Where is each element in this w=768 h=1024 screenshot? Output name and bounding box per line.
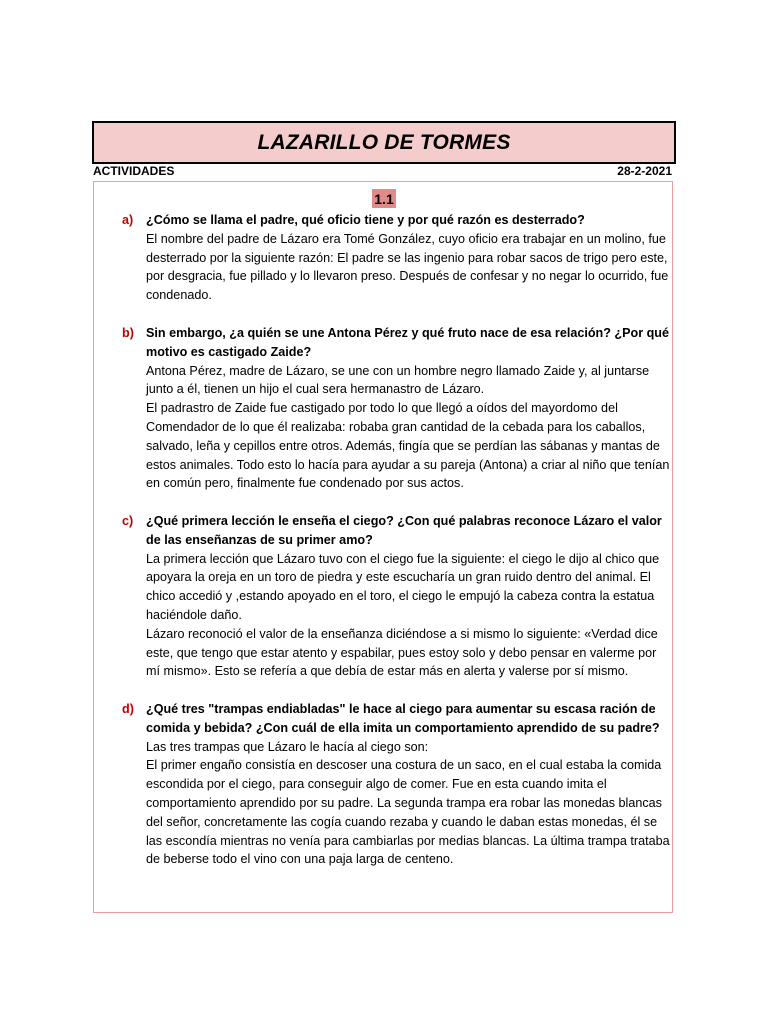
section-number: 1.1 (372, 189, 396, 208)
question-block-d (122, 700, 672, 869)
question-text: Sin embargo, ¿a quién se une Antona Pérez y qué fruto nace de esa relación? ¿Por qué motivo es castigado Zaide? (146, 326, 669, 359)
answer-paragraph: El primer engaño consistía en descoser una costura de un saco, en el cual estaba la comida escondida por el ciego, para conseguir algo de comer. Fue en esta cuando imita el comportamiento aprendido por su padre. La segunda trampa era robar las monedas blancas del señor, concretamente las cogía cuando rezaba y cuando le daban estas monedas, él se las escondía mientras no venía para cambiarlas por medias blancas. La última trampa trataba de beberse todo el vino con una paja larga de centeno. (146, 758, 670, 867)
question-letter: c) (122, 514, 134, 528)
question-text: ¿Cómo se llama el padre, qué oficio tiene y por qué razón es desterrado? (146, 213, 585, 227)
answer-paragraph: Antona Pérez, madre de Lázaro, se une con un hombre negro llamado Zaide y, al juntarse junto a él, tienen un hijo el cual sera hermanastro de Lázaro. (146, 363, 650, 397)
answer-paragraph: Las tres trampas que Lázaro le hacía al ciego son: (146, 739, 429, 754)
question-block-c (122, 512, 672, 681)
question-block-a (122, 211, 672, 305)
question-letter: d) (122, 702, 134, 716)
answer-paragraph: El padrastro de Zaide fue castigado por todo lo que llegó a oídos del mayordomo del Comendador de lo que él realizaba: robaba gran cantidad de la cebada para los caballos, salvado, leña y cepillos entre otros. Además, fingía que se perdían las sábanas y mantas de estos animales. Todo esto lo hacía para ayudar a su pareja (Antona) a criar al niño que tenían en común pero, finalmente fue condenado por sus actos. (146, 401, 670, 491)
question-text: ¿Qué primera lección le enseña el ciego? ¿Con qué palabras reconoce Lázaro el valor de las enseñanzas de su primer amo? (146, 514, 662, 547)
question-letter: b) (122, 326, 134, 340)
subheader (93, 164, 672, 178)
question-letter: a) (122, 213, 134, 227)
question-block-b (122, 324, 672, 493)
question-text: ¿Qué tres "trampas endiabladas" le hace al ciego para aumentar su escasa ración de comida y bebida? ¿Con cuál de ella imita un comportamiento aprendido de su padre? (146, 702, 660, 735)
document-date: 28-2-2021 (617, 164, 672, 178)
title-banner (92, 121, 676, 164)
answer-paragraph: El nombre del padre de Lázaro era Tomé González, cuyo oficio era trabajar en un molino, fue desterrado por la siguiente razón: El padre se las ingenio para robar sacos de trigo pero este, por desgracia, fue pillado y lo llevaron preso. Después de confesar y no negar lo ocurrido, fue condenado. (146, 231, 669, 303)
answer-paragraph: Lázaro reconoció el valor de la enseñanza diciéndose a si mismo lo siguiente: «Verdad dice este, que tengo que estar atento y espabilar, pues estoy solo y debo pensar en valerme por mí mismo». Esto se refería a que debía de estar más en alerta y valerse por sí mismo. (146, 626, 658, 679)
document-title: LAZARILLO DE TORMES (257, 130, 511, 154)
activities-label: ACTIVIDADES (93, 164, 175, 178)
answer-paragraph: La primera lección que Lázaro tuvo con el ciego fue la siguiente: el ciego le dijo al chico que apoyara la oreja en un toro de piedra y este escucharía un gran ruido dentro del animal. El chico accedió y ,estando apoyado en el toro, el ciego le empujó la cabeza contra la estatua haciéndole daño. (146, 551, 660, 622)
